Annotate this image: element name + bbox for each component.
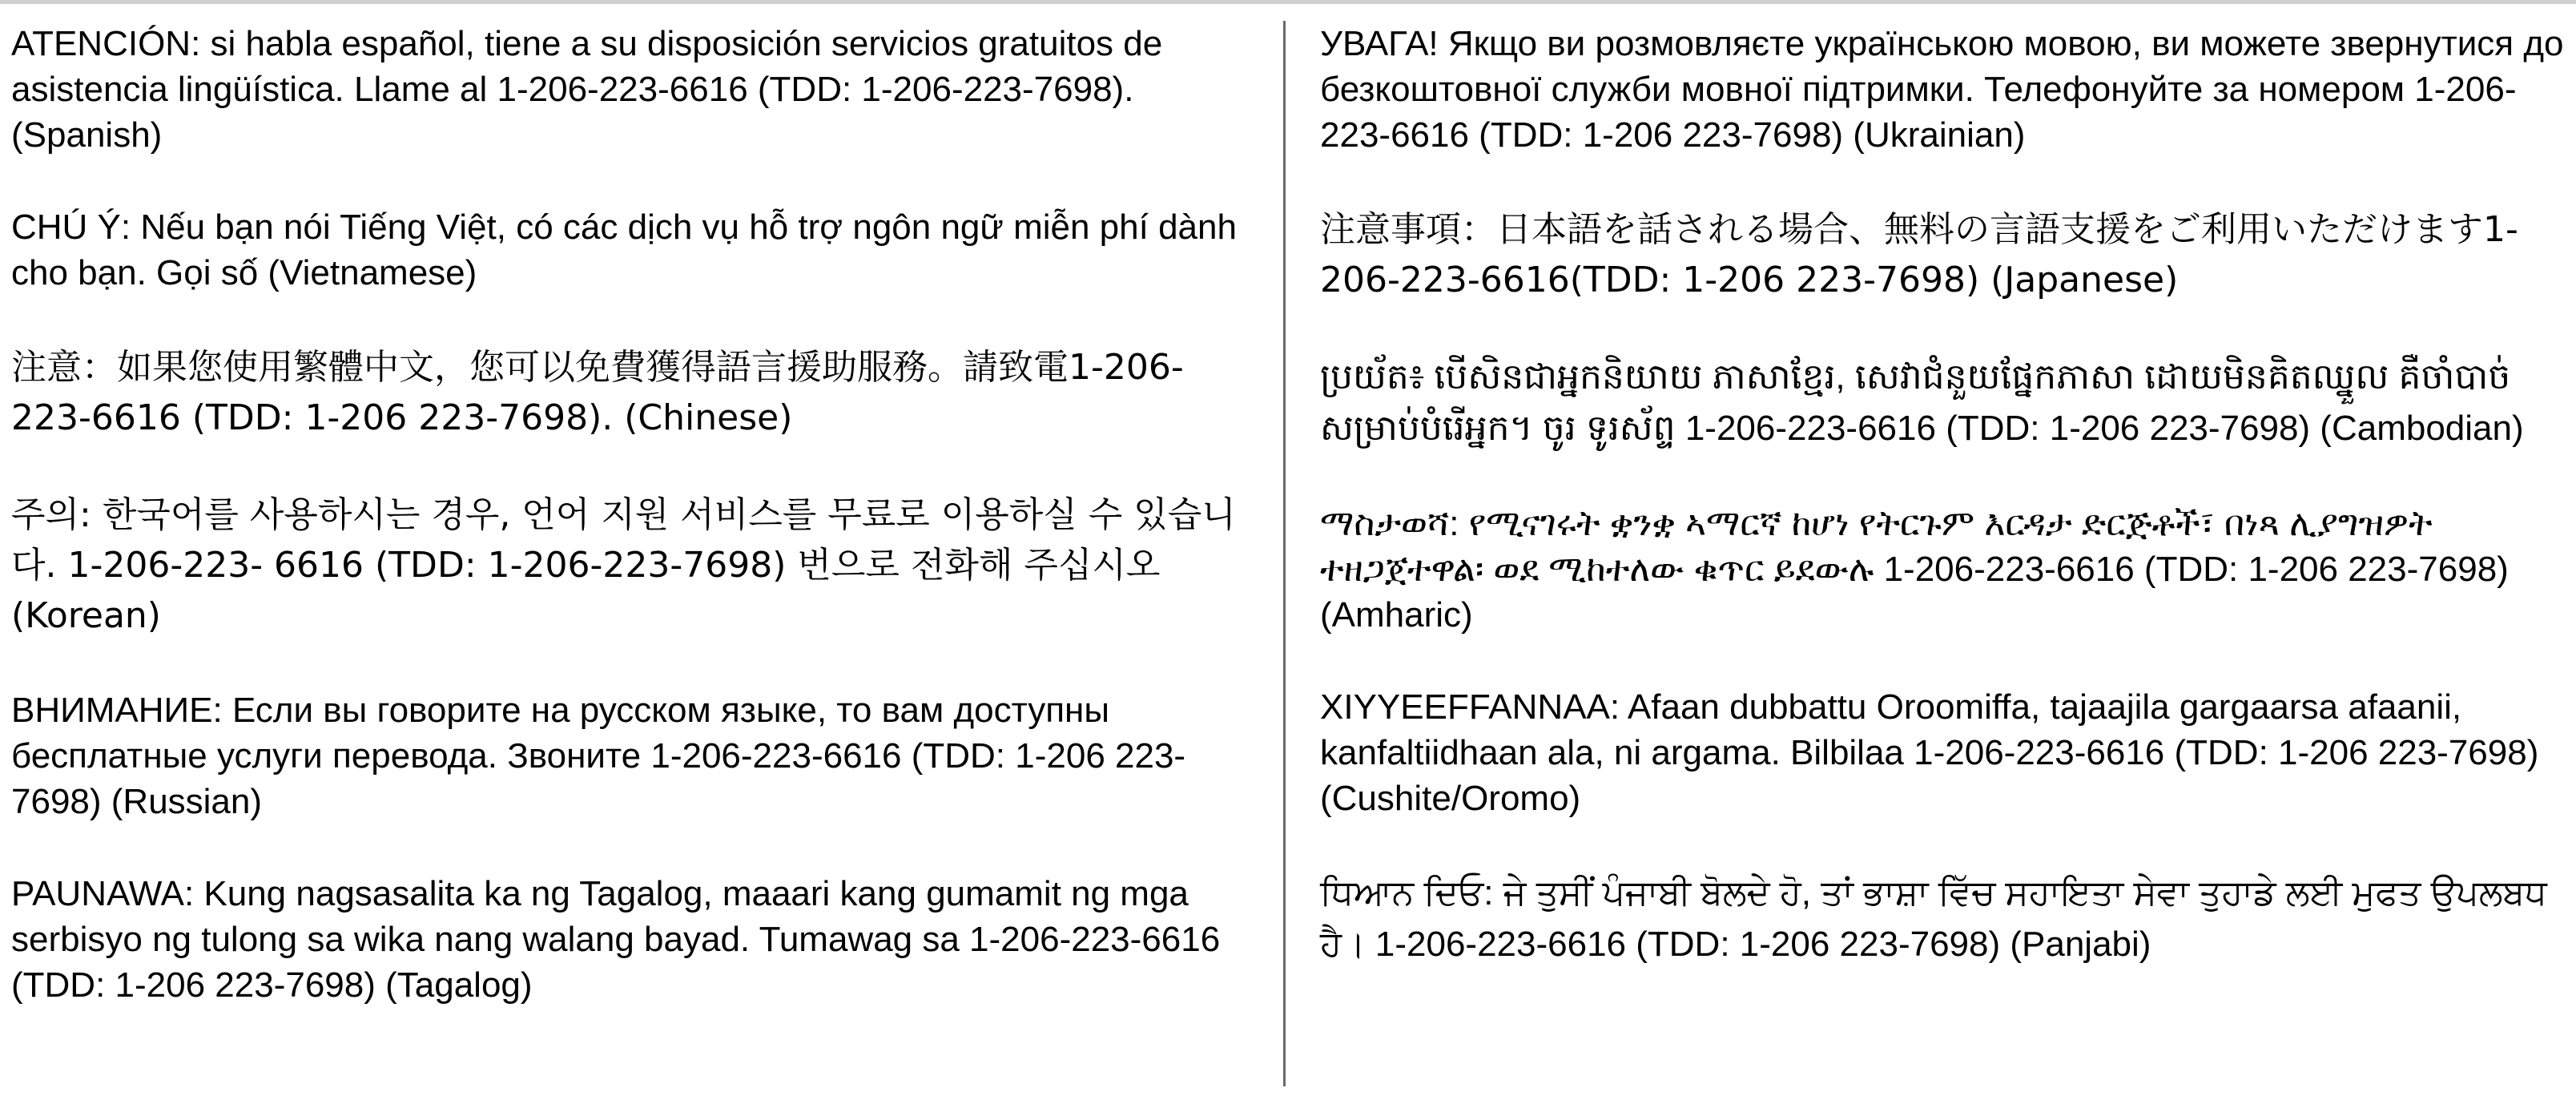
notice-korean: 주의: 한국어를 사용하시는 경우, 언어 지원 서비스를 무료로 이용하실 수 있습니다. 1-206-223- 6616 (TDD: 1-206-223-7698) 번으로 전화해 주십시오 (Korean) — [11, 494, 1236, 636]
notice-japanese: 注意事項：日本語を話される場合、無料の言語支援をご利用いただけます1-206-223-6616(TDD: 1-206 223-7698) (Japanese) — [1320, 209, 2518, 300]
notice-tagalog: PAUNAWA: Kung nagsasalita ka ng Tagalog, maaari kang gumamit ng mga serbisyo ng tulong sa wika nang walang bayad. Tumawag sa 1-206-223-6616 (TDD: 1-206 223-7698) (Tagalog) — [11, 874, 1221, 1005]
notice-panjabi: ਧਿਆਨ ਦਿਓ: ਜੇ ਤੁਸੀਂ ਪੰਜਾਬੀ ਬੋਲਦੇ ਹੋ, ਤਾਂ ਭਾਸ਼ਾ ਵਿੱਚ ਸਹਾਇਤਾ ਸੇਵਾ ਤੁਹਾਡੇ ਲਈ ਮੁਫਤ ਉਪਲਬਧ ਹੈ। 1-206-223-6616 (TDD: 1-206 223-7698) (Panjabi) — [1320, 873, 2547, 964]
notice-spanish: ATENCIÓN: si habla español, tiene a su disposición servicios gratuitos de asistencia lingüística. Llame al 1-206-223-6616 (TDD: 1-206-223-7698). (Spanish) — [11, 24, 1163, 155]
notice-vietnamese: CHÚ Ý: Nếu bạn nói Tiếng Việt, có các dịch vụ hỗ trợ ngôn ngữ miễn phí dành cho bạn. Gọi số (Vietnamese) — [11, 208, 1237, 292]
right-column — [1320, 21, 2566, 1017]
column-divider — [1283, 21, 1286, 1086]
notice-cambodian: ប្រយ័ត៖ បើសិនជាអ្នកនិយាយ ភាសាខ្មែរ, សេវាជំនួយផ្នែកភាសា ដោយមិនគិតឈ្នួល គឺចាំបាច់សម្រាប់បំរើអ្នក។ ចូរ ទូរស័ព្ទ 1-206-223-6616 (TDD: 1-206 223-7698) (Cambodian) — [1320, 357, 2524, 448]
notice-ukrainian: УВАГА! Якщо ви розмовляєте українською мовою, ви можете звернутися до безкоштовної служби мовної підтримки. Телефонуйте за номером 1-206-223-6616 (TDD: 1-206 223-7698) (Ukrainian) — [1320, 24, 2564, 155]
notice-amharic: ማስታወሻ: የሚናገሩት ቋንቋ ኣማርኛ ከሆነ የትርጉም እርዳታ ድርጅቶች፣ በነጻ ሊያግዝዎት ተዘጋጀተዋል፡ ወደ ሚከተለው ቁጥር ይደውሉ 1-206-223-6616 (TDD: 1-206 223-7698) (Amharic) — [1320, 504, 2509, 635]
notice-russian: ВНИМАНИЕ: Если вы говорите на русском языке, то вам доступны бесплатные услуги перевода. Звоните 1-206-223-6616 (TDD: 1-206 223-7698) (Russian) — [11, 691, 1186, 821]
notice-chinese: 注意：如果您使用繁體中文，您可以免費獲得語言援助服務。請致電1-206-223-6616 (TDD: 1-206 223-7698). (Chinese) — [11, 347, 1184, 438]
left-column — [11, 21, 1245, 1054]
top-border — [0, 0, 2576, 4]
notice-oromo: XIYYEEFFANNAA: Afaan dubbattu Oroomiffa, tajaajila gargaarsa afaanii, kanfaltiidhaan ala, ni argama. Bilbilaa 1-206-223-6616 (TDD: 1-206 223-7698) (Cushite/Oromo) — [1320, 687, 2539, 818]
